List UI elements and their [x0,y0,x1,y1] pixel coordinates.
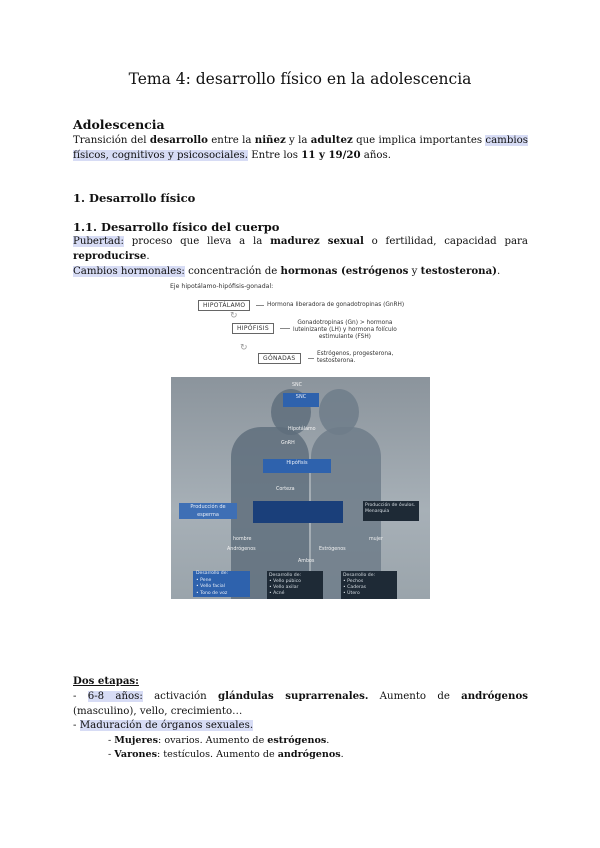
label-hombre: hombre [233,537,252,542]
connector [256,305,264,306]
box-gonadas: GÓNADAS [258,353,301,364]
box-hipofisis: Hipófisis [263,459,331,473]
arrow-curve-icon: ↻ [240,343,248,353]
hormone-diagram-image [171,377,430,599]
connector [308,358,314,359]
label-hipotalamo: Hipotálamo [288,427,316,432]
sublist-item-mujeres: - Mujeres: ovarios. Aumento de estrógenos. [108,735,330,746]
heading-section-1-1: 1.1. Desarrollo físico del cuerpo [73,220,280,234]
paragraph-pubertad: Pubertad: proceso que lleva a la madurez sexual o fertilidad, capacidad para reproducirse. [73,235,528,262]
box-hipofisis: HIPÓFISIS [232,323,274,334]
list-item-maduracion: - Maduración de órganos sexuales. [73,720,254,731]
heading-dos-etapas: Dos etapas: [73,675,139,687]
box-gonadas-center [253,501,343,523]
heading-section-1: 1. Desarrollo físico [73,191,196,205]
label-ambos: Ambos [298,559,315,564]
arrow-curve-icon: ↻ [230,311,238,321]
label-estrogenos: Estrógenos [319,547,346,552]
heading-adolescencia: Adolescencia [73,117,165,132]
paragraph-adolescencia: Transición del desarrollo entre la niñez y la adultez que implica importantes cambios físicos, cognitivos y psicosociales. Entre los 11 y 19/20 años. [73,134,528,161]
female-head [319,389,359,435]
label-corteza: Corteza [276,487,295,492]
highlight: cambios físicos, cognitivos y psicosociales. [73,135,528,161]
paragraph-cambios-hormonales: Cambios hormonales: concentración de hormonas (estrógenos y testosterona). [73,265,501,277]
box-produccion-esperma: Producción de esperma [179,503,237,519]
label-mujer: mujer [369,537,383,542]
box-produccion-ovulos: Producción de óvulos. Menarquia [363,501,419,521]
schema-caption: Eje hipotálamo-hipófisis-gonadal: [170,283,274,290]
text-gnrh: Hormona liberadora de gonadotropinas (GnRH) [267,302,405,308]
box-desarrollo-mujer: Desarrollo de: • Pechos • Caderas • Útero [341,571,397,599]
connector [280,328,290,329]
box-snc: SNC [283,393,319,407]
sublist-item-varones: - Varones: testículos. Aumento de andrógenos. [108,749,344,760]
list-item-6-8-anos: - 6-8 años: activación glándulas suprarrenales. Aumento de andrógenos (masculino), vello, crecimiento… [73,690,528,717]
label-snc: SNC [292,383,302,388]
text-gonadotropinas: Gonadotropinas (Gn) > hormona luteinizante (LH) y hormona folículo estimulante (FSH) [293,320,397,340]
label-androgenos: Andrógenos [227,547,256,552]
box-desarrollo-hombre: Desarrollo de: • Pene • Vello facial • Tono de voz [193,571,250,597]
label-gnrh: GnRH [281,441,295,446]
text-hormonas: Estrógenos, progesterona, testosterona. [317,351,394,364]
box-hipotalamo: HIPOTÁLAMO [198,300,250,311]
box-desarrollo-ambos: Desarrollo de: • Vello púbico • Vello axilar • Acné [267,571,323,599]
axis-schema [170,283,430,375]
page-title: Tema 4: desarrollo físico en la adolescencia [128,70,472,88]
